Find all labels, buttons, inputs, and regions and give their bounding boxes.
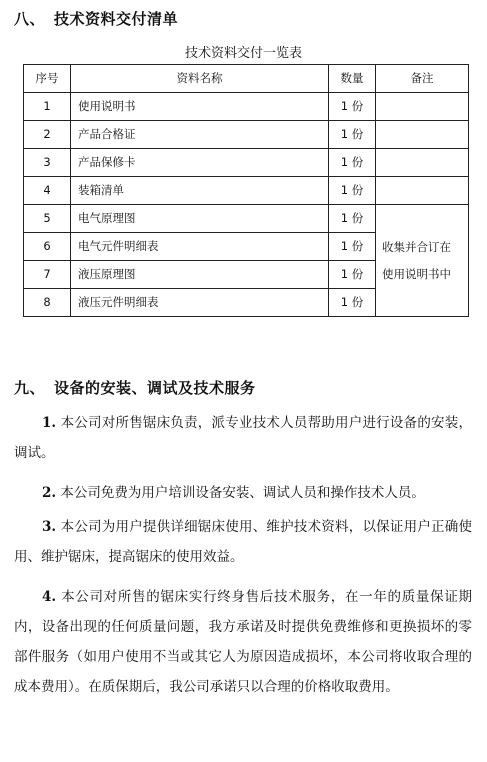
row-qty: 1 份 — [329, 93, 376, 121]
row-no: 6 — [24, 233, 71, 261]
section-9-number: 九、 — [14, 379, 46, 397]
row-no: 1 — [24, 93, 71, 121]
table-row — [24, 177, 469, 205]
section-8-title: 技术资料交付清单 — [54, 10, 179, 28]
table-row — [24, 205, 469, 233]
paragraph-index: 3. — [42, 519, 57, 535]
section-9-title: 设备的安装、调试及技术服务 — [54, 379, 256, 397]
section-8-number: 八、 — [14, 10, 46, 28]
row-qty: 1 份 — [329, 261, 376, 289]
row-name: 产品保修卡 — [71, 149, 329, 177]
deliverables-table — [23, 64, 469, 317]
row-name: 使用说明书 — [71, 93, 329, 121]
header-qty: 数量 — [329, 65, 376, 93]
row-qty: 1 份 — [329, 289, 376, 317]
table-row — [24, 149, 469, 177]
row-name: 电气原理图 — [71, 205, 329, 233]
header-name: 资料名称 — [71, 65, 329, 93]
row-name: 液压原理图 — [71, 261, 329, 289]
header-no: 序号 — [24, 65, 71, 93]
paragraph-index: 4. — [42, 589, 57, 605]
table-header-row — [24, 65, 469, 93]
row-no: 7 — [24, 261, 71, 289]
paragraph-index: 1. — [42, 415, 57, 431]
row-remark — [376, 93, 469, 121]
row-qty: 1 份 — [329, 233, 376, 261]
row-remark — [376, 121, 469, 149]
row-no: 4 — [24, 177, 71, 205]
row-no: 8 — [24, 289, 71, 317]
merged-remark-cell — [376, 205, 469, 317]
paragraph-text: 本公司为用户提供详细锯床使用、维护技术资料，以保证用户正确使用、维护锯床，提高锯床的使用效益。 — [14, 519, 472, 565]
section-8-heading — [14, 8, 178, 29]
table-row — [24, 121, 469, 149]
service-paragraph-1 — [14, 408, 472, 468]
row-qty: 1 份 — [329, 121, 376, 149]
paragraph-text: 本公司对所售的锯床实行终身售后技术服务，在一年的质量保证期内，设备出现的任何质量问题，我方承诺及时提供免费维修和更换损坏的零部件服务（如用户使用不当或其它人为原因造成损坏，本公司将收取合理的成本费用）。在质保期后，我公司承诺只以合理的价格收取费用。 — [14, 589, 473, 695]
remark-line-1: 收集并合订在 — [382, 239, 451, 254]
row-remark — [376, 177, 469, 205]
row-name: 产品合格证 — [71, 121, 329, 149]
row-qty: 1 份 — [329, 177, 376, 205]
service-paragraph-3 — [14, 512, 472, 572]
table-caption: 技术资料交付一览表 — [184, 46, 302, 61]
row-name: 装箱清单 — [71, 177, 329, 205]
row-name: 电气元件明细表 — [71, 233, 329, 261]
paragraph-text: 本公司免费为用户培训设备安装、调试人员和操作技术人员。 — [60, 485, 425, 501]
row-qty: 1 份 — [329, 149, 376, 177]
row-no: 5 — [24, 205, 71, 233]
service-paragraph-4 — [14, 582, 472, 702]
header-remark: 备注 — [376, 65, 469, 93]
table-row — [24, 93, 469, 121]
service-paragraph-2 — [14, 478, 472, 508]
remark-line-2: 使用说明书中 — [382, 266, 451, 281]
row-name: 液压元件明细表 — [71, 289, 329, 317]
paragraph-text: 本公司对所售锯床负责，派专业技术人员帮助用户进行设备的安装，调试。 — [14, 415, 472, 461]
section-9-heading — [14, 377, 256, 398]
row-no: 2 — [24, 121, 71, 149]
paragraph-index: 2. — [42, 485, 57, 501]
row-no: 3 — [24, 149, 71, 177]
row-qty: 1 份 — [329, 205, 376, 233]
row-remark — [376, 149, 469, 177]
